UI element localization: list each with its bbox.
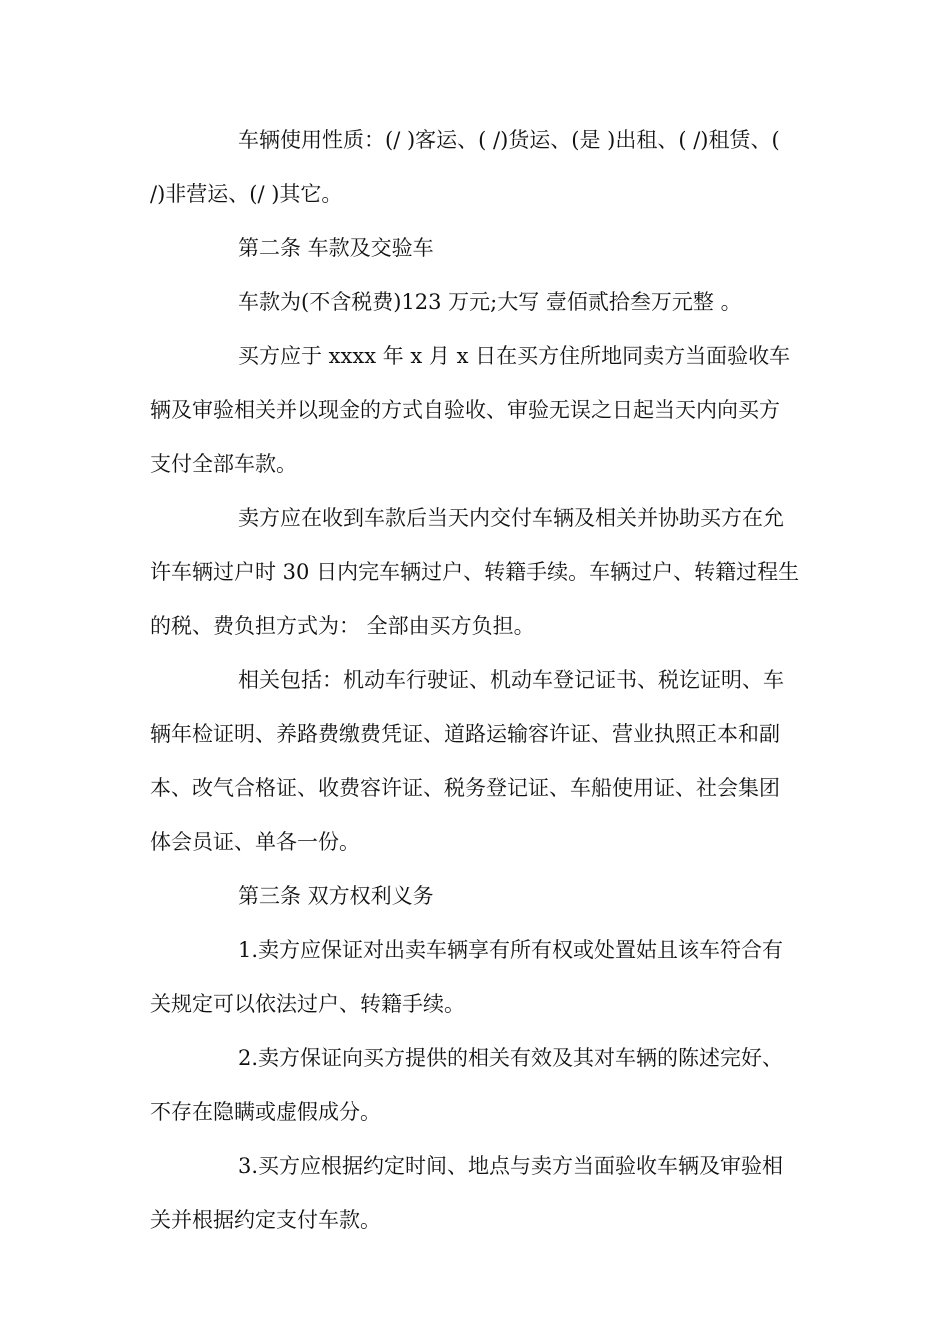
document-body	[150, 113, 800, 1247]
heading-article-three: 第三条 双方权利义务	[238, 884, 434, 908]
paragraph-obligation-3: 3.买方应根据约定时间、地点与卖方当面验收车辆及审验相关并根据约定支付车款。	[150, 1154, 784, 1232]
paragraph-obligation-1: 1.卖方应保证对出卖车辆享有所有权或处置姑且该车符合有关规定可以依法过户、转籍手续。	[150, 938, 784, 1016]
heading-article-two: 第二条 车款及交验车	[238, 236, 434, 260]
paragraph-price: 车款为(不含税费)123 万元;大写 壹佰贰拾叁万元整 。	[238, 290, 742, 314]
paragraph-related-documents: 相关包括：机动车行驶证、机动车登记证书、税讫证明、车辆年检证明、养路费缴费凭证、道路运输容许证、营业执照正本和副本、改气合格证、收费容许证、税务登记证、车船使用证、社会集团体会员证、单各一份。	[150, 668, 784, 854]
paragraph-seller-delivery: 卖方应在收到车款后当天内交付车辆及相关并协助买方在允许车辆过户时 30 日内完车辆过户、转籍手续。车辆过户、转籍过程生的税、费负担方式为： 全部由买方负担。	[150, 506, 800, 638]
paragraph-obligation-2: 2.卖方保证向买方提供的相关有效及其对车辆的陈述完好、不存在隐瞒或虚假成分。	[150, 1046, 784, 1124]
paragraph-buyer-payment: 买方应于 xxxx 年 x 月 x 日在买方住所地同卖方当面验收车辆及审验相关并以现金的方式自验收、审验无误之日起当天内向买方支付全部车款。	[150, 344, 791, 476]
paragraph-vehicle-usage: 车辆使用性质：(/ )客运、( /)货运、(是 )出租、( /)租赁、( /)非营运、(/ )其它。	[150, 128, 780, 206]
